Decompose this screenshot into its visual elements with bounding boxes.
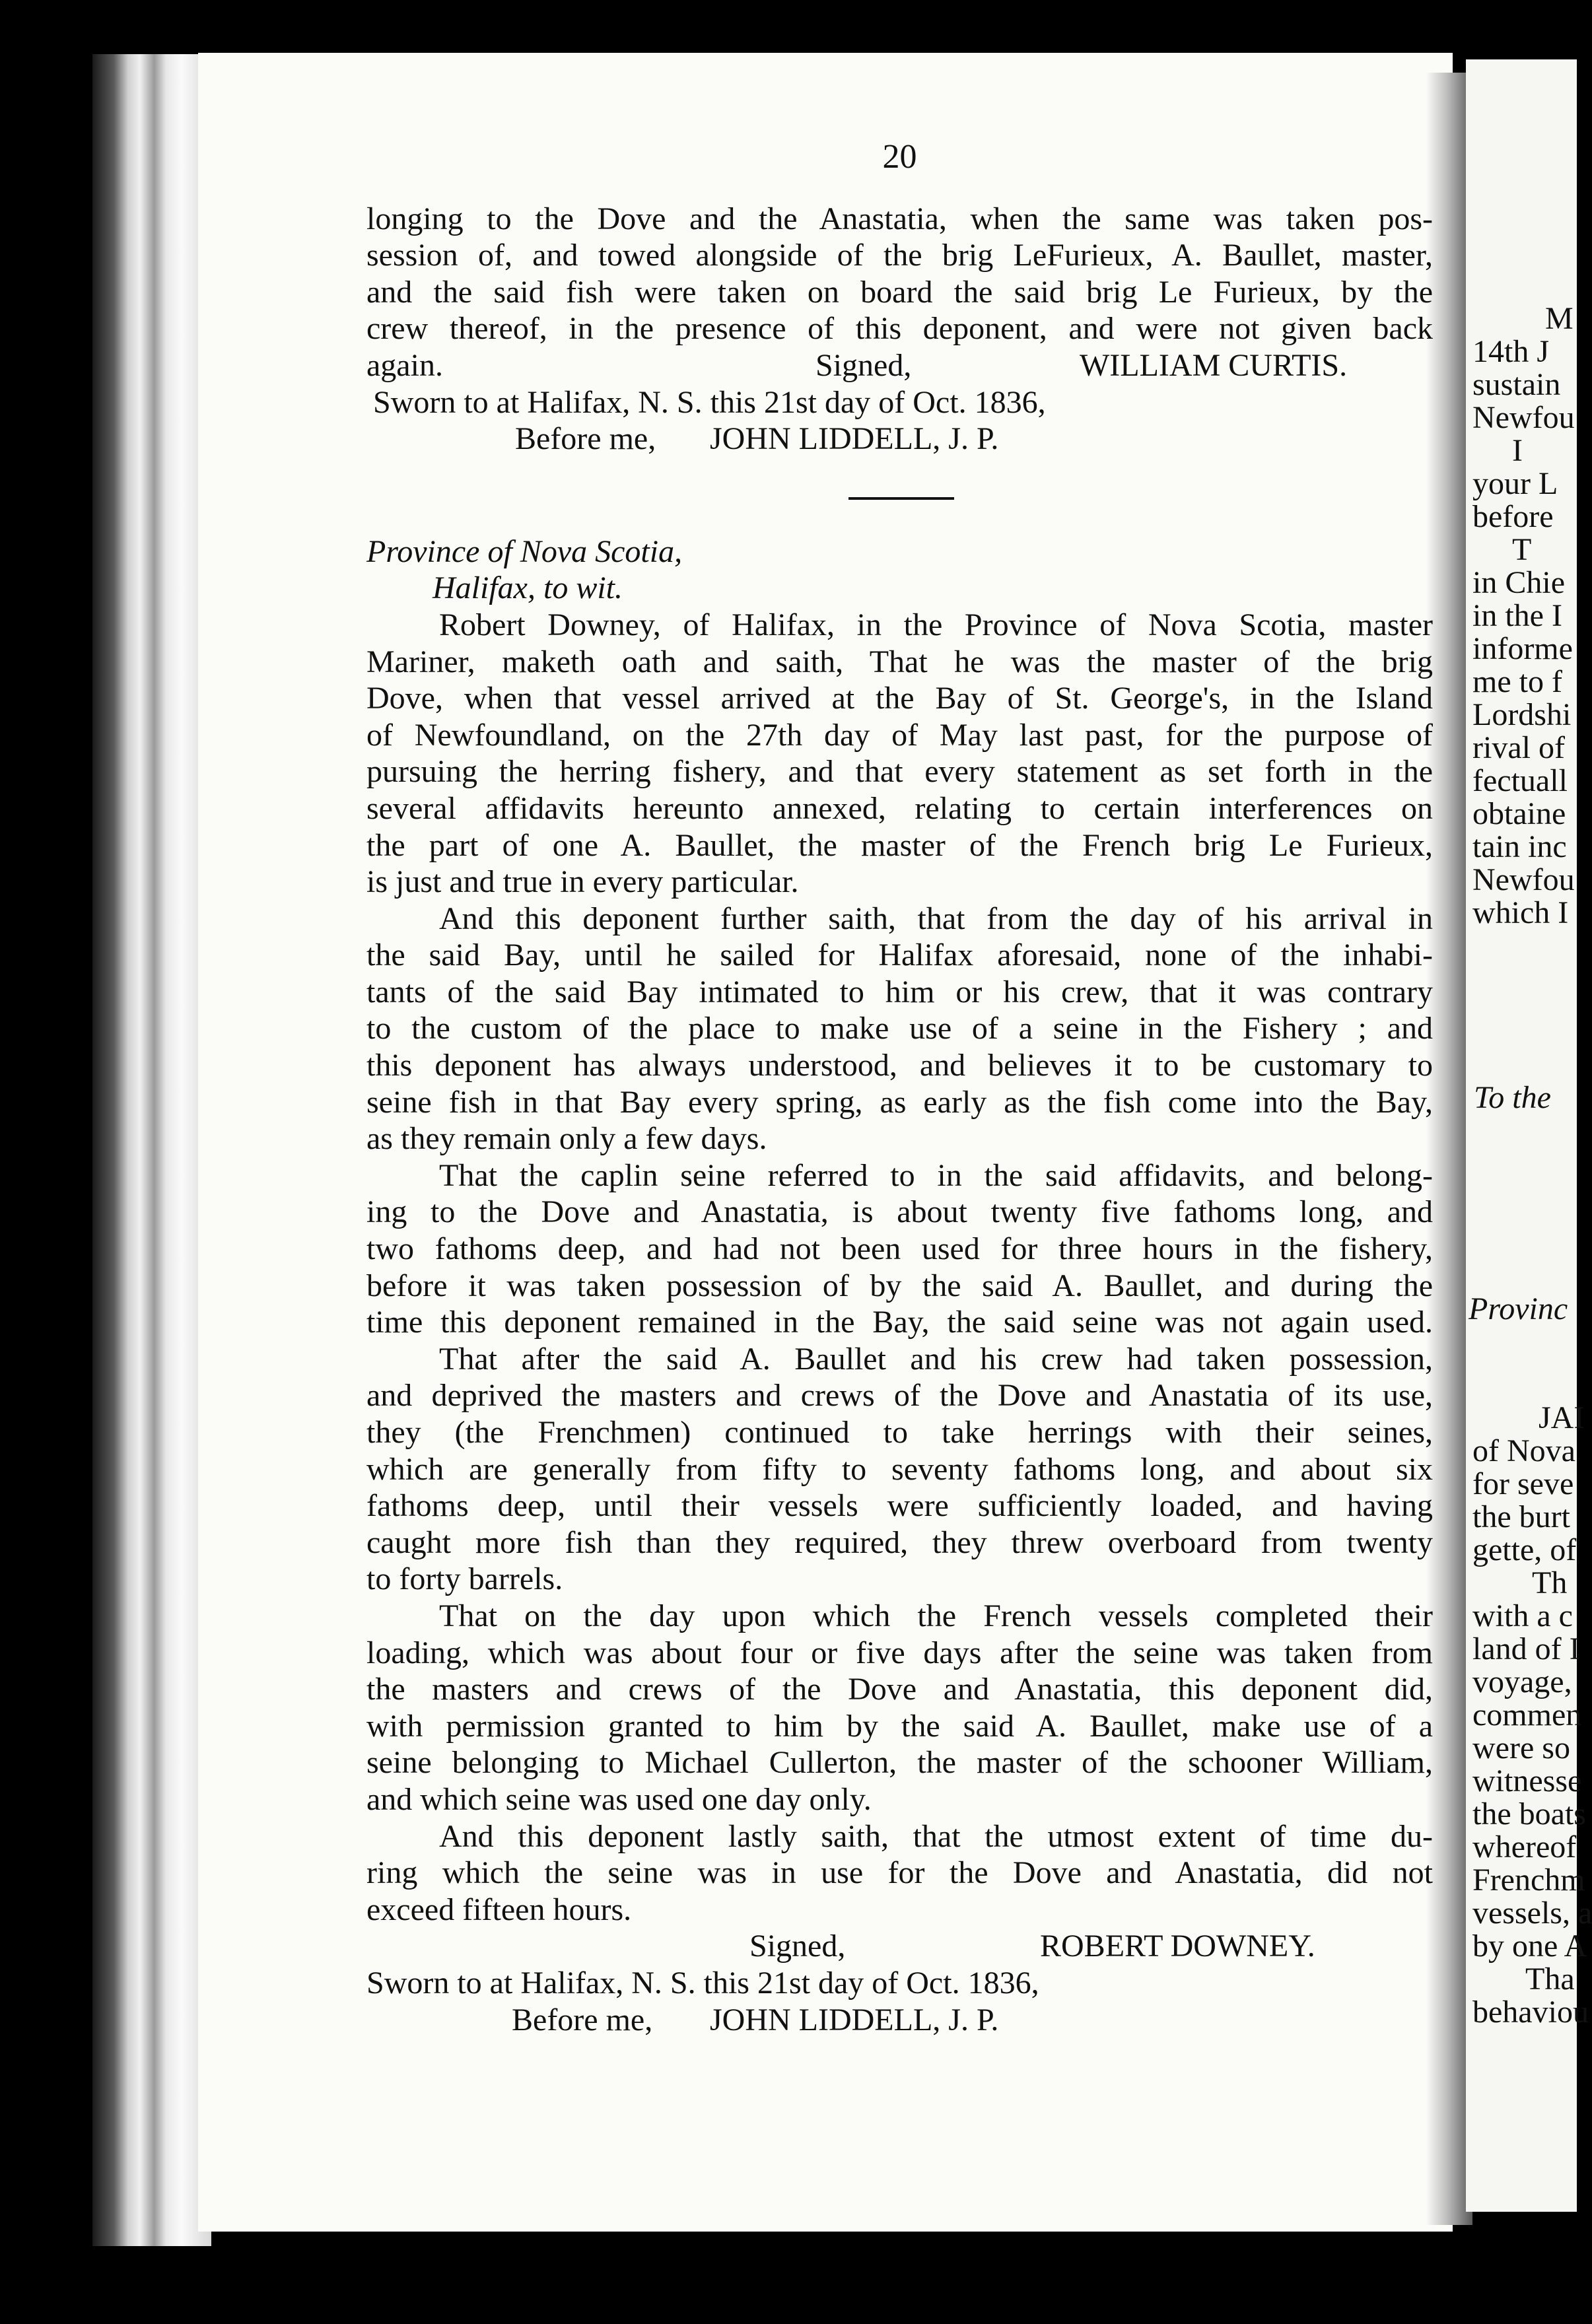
- text-line: time this deponent remained in the Bay, the said seine was not again used.: [366, 1305, 1433, 1340]
- facing-line: commen: [1472, 1697, 1582, 1732]
- text-line: crew thereof, in the presence of this deponent, and were not given back: [366, 311, 1433, 347]
- text-line: and the said fish were taken on board the said brig Le Furieux, by the: [366, 274, 1433, 310]
- text-line: seine fish in that Bay every spring, as early as the fish come into the Bay,: [366, 1084, 1433, 1120]
- text-line: Robert Downey, of Halifax, in the Province of Nova Scotia, master: [439, 607, 1433, 642]
- text-line: to the custom of the place to make use of a seine in the Fishery ; and: [366, 1011, 1433, 1046]
- page-number: 20: [882, 138, 917, 176]
- affidavit-paragraph-6: [366, 1818, 1433, 1929]
- facing-line: in Chie: [1472, 565, 1565, 600]
- text-line: several affidavits hereunto annexed, relating to certain interferences on: [366, 790, 1433, 826]
- signed-label: Signed,: [749, 1929, 846, 1964]
- facing-line: T: [1512, 532, 1532, 567]
- facing-line: whereof: [1472, 1829, 1577, 1864]
- text-line: of Newfoundland, on the 27th day of May last past, for the purpose of: [366, 717, 1433, 753]
- facing-line: for seve: [1472, 1466, 1574, 1501]
- facing-line: me to f: [1472, 664, 1562, 699]
- text-line: caught more fish than they required, they threw overboard from twenty: [366, 1524, 1433, 1560]
- facing-line: voyage,: [1472, 1664, 1572, 1699]
- facing-line: Newfou: [1472, 862, 1575, 897]
- continued-paragraph: [366, 201, 1433, 347]
- text-line: as they remain only a few days.: [366, 1121, 767, 1157]
- halifax-heading: Halifax, to wit.: [433, 570, 623, 606]
- facing-line: the burt: [1472, 1499, 1570, 1534]
- facing-line: your L: [1472, 466, 1558, 501]
- facing-line: obtaine: [1472, 796, 1566, 831]
- section-divider: [366, 458, 1433, 533]
- affidavit-paragraph-5: [366, 1598, 1433, 1818]
- facing-line: informe: [1472, 631, 1573, 666]
- facing-line: JAI: [1539, 1400, 1585, 1435]
- text-line: fathoms deep, until their vessels were sufficiently loaded, and having: [366, 1488, 1433, 1524]
- text-line: seine belonging to Michael Cullerton, the master of the schooner William,: [366, 1745, 1433, 1781]
- signatory-name: WILLIAM CURTIS.: [1080, 347, 1348, 383]
- facing-line: I: [1512, 433, 1523, 468]
- signed-label: Signed,: [815, 347, 912, 383]
- text-line: And this deponent lastly saith, that the utmost extent of time du-: [439, 1818, 1433, 1854]
- before-me-line: [366, 421, 1433, 458]
- signature-row-downey: [366, 1928, 1433, 1965]
- before-me-label: Before me,: [515, 421, 656, 457]
- facing-line: Provinc: [1469, 1291, 1568, 1326]
- text-line: before it was taken possession of by the said A. Baullet, and during the: [366, 1268, 1433, 1303]
- text-line: and deprived the masters and crews of the Dove and Anastatia of its use,: [366, 1378, 1433, 1414]
- facing-line: vessels, a: [1472, 1896, 1592, 1931]
- facing-line: behaviou: [1472, 1995, 1589, 2030]
- facing-line: gette, of: [1472, 1532, 1577, 1567]
- facing-line: witnesse: [1472, 1763, 1582, 1798]
- facing-line: Lordshi: [1472, 697, 1572, 732]
- text-line: session of, and towed alongside of the brig LeFurieux, A. Baullet, master,: [366, 238, 1433, 273]
- facing-line: rival of: [1472, 730, 1565, 765]
- facing-line: Frenchm: [1472, 1863, 1585, 1897]
- facing-line: before: [1472, 499, 1554, 534]
- facing-line: sustain: [1472, 367, 1561, 402]
- justice-name: JOHN LIDDELL, J. P.: [710, 421, 999, 457]
- sworn-line: [366, 1965, 1433, 2002]
- text-line: pursuing the herring fishery, and that every statement as set forth in the: [366, 754, 1433, 790]
- province-heading: Province of Nova Scotia,: [366, 533, 683, 569]
- text-line: exceed fifteen hours.: [366, 1892, 632, 1927]
- affidavit-paragraph-2: [366, 901, 1433, 1157]
- sworn-text: Sworn to at Halifax, N. S. this 21st day of Oct. 1836,: [373, 384, 1046, 420]
- text-line: they (the Frenchmen) continued to take herrings with their seines,: [366, 1415, 1433, 1450]
- before-me-line: [366, 2002, 1433, 2039]
- page-text: [366, 139, 1433, 2038]
- signatory-name: ROBERT DOWNEY.: [1040, 1929, 1315, 1964]
- facing-page-fragment: [1466, 59, 1592, 2212]
- text-line: which are generally from fifty to seventy fathoms long, and about six: [366, 1451, 1433, 1487]
- facing-line: were so: [1472, 1730, 1570, 1765]
- facing-line: fectuall: [1472, 763, 1568, 798]
- affidavit-paragraph-4: [366, 1341, 1433, 1598]
- text-line: loading, which was about four or five days after the seine was taken from: [366, 1635, 1433, 1670]
- facing-line: with a c: [1472, 1598, 1573, 1633]
- text-line: ing to the Dove and Anastatia, is about twenty five fathoms long, and: [366, 1194, 1433, 1230]
- text-line: That on the day upon which the French vessels completed their: [439, 1598, 1433, 1633]
- facing-line: Newfou: [1472, 400, 1575, 435]
- facing-line: the boats: [1472, 1796, 1586, 1831]
- affidavit-paragraph-1: [366, 607, 1433, 901]
- text-line: and which seine was used one day only.: [366, 1781, 872, 1817]
- text-line: is just and true in every particular.: [366, 864, 799, 900]
- text-line: this deponent has always understood, and believes it to be customary to: [366, 1048, 1433, 1083]
- before-me-label: Before me,: [512, 2002, 653, 2037]
- facing-line: land of I: [1472, 1631, 1580, 1666]
- text-line: to forty barrels.: [366, 1561, 563, 1597]
- facing-line: Th: [1532, 1565, 1568, 1600]
- facing-line: which I: [1472, 895, 1569, 930]
- signature-row-curtis: [366, 347, 1433, 384]
- text-line: tants of the said Bay intimated to him or his crew, that it was contrary: [366, 974, 1433, 1009]
- facing-line: of Nova: [1472, 1433, 1575, 1468]
- sworn-line: [366, 384, 1433, 421]
- facing-line: To the: [1474, 1080, 1551, 1115]
- facing-line: tain inc: [1472, 829, 1567, 864]
- text-line: Dove, when that vessel arrived at the Bay of St. George's, in the Island: [366, 681, 1433, 716]
- text-line: Mariner, maketh oath and saith, That he was the master of the brig: [366, 644, 1433, 679]
- text-line: ring which the seine was in use for the Dove and Anastatia, did not: [366, 1855, 1433, 1891]
- text-line: And this deponent further saith, that from the day of his arrival in: [439, 901, 1433, 936]
- justice-name: JOHN LIDDELL, J. P.: [710, 2002, 999, 2037]
- facing-line: in the I: [1472, 598, 1562, 633]
- text-line: the said Bay, until he sailed for Halifax aforesaid, none of the inhabi-: [366, 938, 1433, 973]
- text-line: the part of one A. Baullet, the master of the French brig Le Furieux,: [366, 827, 1433, 863]
- book-page-edges: [92, 54, 211, 2246]
- text-line: the masters and crews of the Dove and Anastatia, this deponent did,: [366, 1672, 1433, 1707]
- text-line: with permission granted to him by the said A. Baullet, make use of a: [366, 1708, 1433, 1744]
- text-line: again.: [366, 347, 443, 383]
- affidavit-paragraph-3: [366, 1157, 1433, 1341]
- facing-line: 14th J: [1472, 334, 1550, 369]
- text-line: That the caplin seine referred to in the said affidavits, and belong-: [439, 1157, 1433, 1193]
- text-line: That after the said A. Baullet and his crew had taken possession,: [439, 1341, 1433, 1377]
- text-line: two fathoms deep, and had not been used for three hours in the fishery,: [366, 1231, 1433, 1267]
- facing-line: Tha: [1525, 1962, 1575, 1997]
- facing-line: M: [1545, 301, 1574, 336]
- sworn-text: Sworn to at Halifax, N. S. this 21st day of Oct. 1836,: [366, 1965, 1039, 2000]
- facing-line: by one A: [1472, 1929, 1587, 1964]
- text-line: longing to the Dove and the Anastatia, when the same was taken pos-: [366, 201, 1433, 236]
